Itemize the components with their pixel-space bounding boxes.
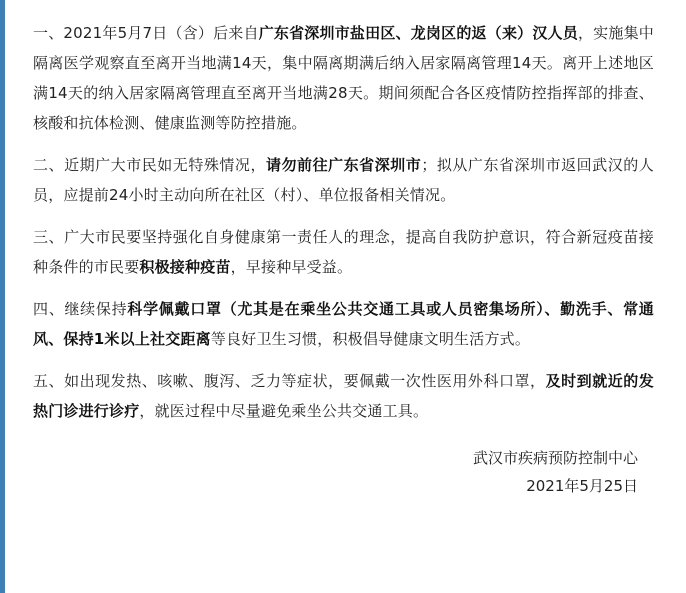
text-run: 五、如出现发热、咳嗽、腹泻、乏力等症状，要佩戴一次性医用外科口罩， bbox=[33, 372, 546, 390]
paragraph-item-5 bbox=[33, 366, 654, 426]
text-run: ；拟从广东省深圳市返回武汉的人员，应提前24小时主动向所在社区（村）、单位报备相关情况。 bbox=[33, 156, 654, 204]
paragraph-item-2 bbox=[33, 150, 654, 210]
signature-organization: 武汉市疾病预防控制中心 bbox=[472, 449, 638, 467]
text-run: 及时到就近的发热门诊进行诊疗 bbox=[33, 372, 654, 420]
paragraph-item-3 bbox=[33, 222, 654, 282]
text-run: 积极接种疫苗 bbox=[139, 258, 231, 276]
text-run: 广东省深圳市盐田区、龙岗区的返（来）汉人员 bbox=[258, 24, 578, 42]
signature-date: 2021年5月25日 bbox=[526, 477, 638, 495]
text-run: 一、2021年5月7日（含）后来自 bbox=[33, 24, 259, 42]
paragraph-item-1 bbox=[33, 18, 654, 138]
paragraph-item-4 bbox=[33, 294, 654, 354]
text-run: 三、广大市民要坚持强化自身健康第一责任人的理念，提高自我防护意识，符合新冠疫苗接种条件的市民要 bbox=[33, 228, 654, 276]
text-run: 等良好卫生习惯，积极倡导健康文明生活方式。 bbox=[210, 330, 531, 348]
text-run: ，就医过程中尽量避免乘坐公共交通工具。 bbox=[139, 402, 429, 420]
signature-block bbox=[33, 444, 654, 500]
text-run: 科学佩戴口罩（尤其是在乘坐公共交通工具或人员密集场所）、勤洗手、常通风、保持1米以上社交距离 bbox=[33, 300, 654, 348]
text-run: 二、近期广大市民如无特殊情况， bbox=[33, 156, 266, 174]
document-body bbox=[5, 0, 686, 593]
text-run: 请勿前往广东省深圳市 bbox=[265, 156, 422, 174]
text-run: 四、继续保持 bbox=[33, 300, 128, 318]
text-run: ，早接种早受益。 bbox=[230, 258, 353, 276]
text-run: ，实施集中隔离医学观察直至离开当地满14天，集中隔离期满后纳入居家隔离管理14天。离开上述地区满14天的纳入居家隔离管理直至离开当地满28天。期间须配合各区疫情防控指挥部的排查、核酸和抗体检测、健康监测等防控措施。 bbox=[33, 24, 654, 132]
